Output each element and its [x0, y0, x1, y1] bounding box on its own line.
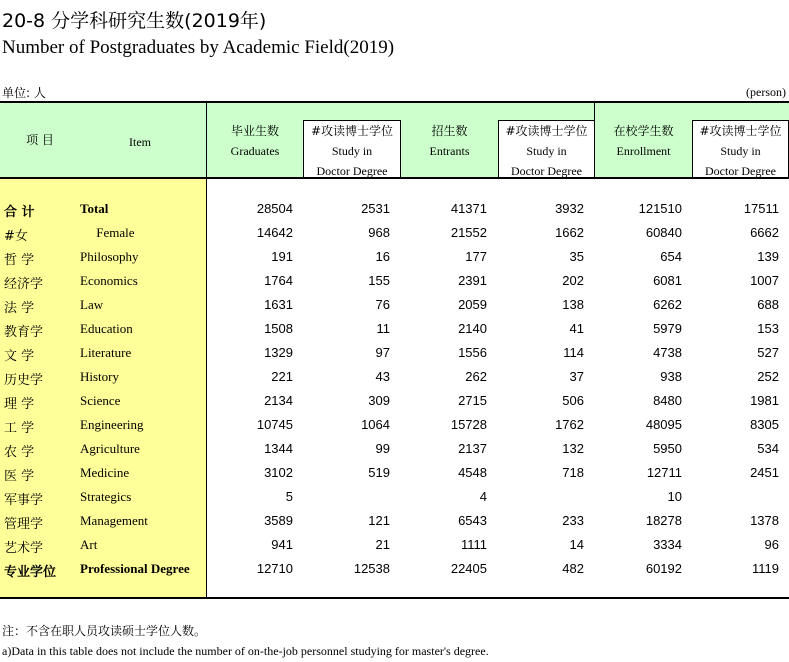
table-cell: 4738 [653, 345, 682, 360]
table-cell: 177 [465, 249, 487, 264]
table-cell: 5979 [653, 321, 682, 336]
table-cell: 1064 [361, 417, 390, 432]
table-header [0, 101, 789, 179]
header-doctor-en1: Study in [720, 144, 761, 158]
table-cell: 1762 [555, 417, 584, 432]
row-label-en: Female [80, 225, 135, 240]
row-label-cn: 文 学 [4, 349, 35, 364]
row-label-en: Art [80, 537, 98, 552]
row-label-cn: 历史学 [4, 373, 44, 388]
table-cell: 99 [375, 441, 390, 456]
footnote-cn: 注：不含在职人员攻读硕士学位人数。 [2, 624, 207, 638]
table-cell: 138 [562, 297, 584, 312]
table-cell: 18278 [645, 513, 682, 528]
table-cell: 1981 [750, 393, 779, 408]
table-cell: 41 [569, 321, 584, 336]
table-cell: 1764 [264, 273, 293, 288]
row-label-en: Management [80, 513, 148, 528]
header-doctor-cn: #攻读博士学位 [699, 124, 782, 138]
row-label-en: Engineering [80, 417, 144, 432]
table-cell: 309 [368, 393, 390, 408]
table-cell: 4 [479, 489, 487, 504]
header-entrants-cn: 招生数 [431, 124, 468, 138]
table-row [0, 293, 789, 317]
table-cell: 3589 [264, 513, 293, 528]
table-cell: 1329 [264, 345, 293, 360]
header-doctor-en1: Study in [331, 144, 373, 158]
table-cell: 2134 [264, 393, 293, 408]
header-enrollment-cn: 在校学生数 [613, 124, 674, 138]
table-cell: 35 [569, 249, 584, 264]
table-cell: 482 [562, 561, 584, 576]
row-label-cn: 工 学 [4, 421, 35, 436]
table-cell: 11 [376, 321, 390, 336]
table-cell: 2531 [361, 201, 390, 216]
table-cell: 718 [562, 465, 584, 480]
row-label-en: Strategics [80, 489, 132, 504]
table-cell: 60192 [645, 561, 682, 576]
table-cell: 941 [271, 537, 293, 552]
header-doctor-en1: Study in [526, 144, 567, 158]
footnote-en: a)Data in this table does not include the number of on-the-job personnel studying for master's degree. [2, 644, 489, 658]
row-label-cn: 专业学位 [4, 565, 57, 580]
header-doctor-cn: #攻读博士学位 [505, 124, 588, 138]
table-row [0, 533, 789, 557]
table-cell: 1556 [458, 345, 487, 360]
row-label-cn: 合 计 [4, 205, 35, 220]
table-cell: 10 [667, 489, 682, 504]
table-cell: 14 [569, 537, 584, 552]
table-cell: 527 [757, 345, 779, 360]
table-cell: 12538 [353, 561, 390, 576]
unit-label-en: (person) [746, 85, 786, 99]
table-cell: 968 [368, 225, 390, 240]
row-label-en: Literature [80, 345, 132, 360]
table-row [0, 389, 789, 413]
row-label-cn: 医 学 [4, 469, 35, 484]
table-cell: 76 [375, 297, 390, 312]
table-cell: 5950 [653, 441, 682, 456]
table-cell: 14642 [256, 225, 293, 240]
header-doctor-en2: Doctor Degree [511, 164, 582, 178]
table-cell: 15728 [450, 417, 487, 432]
table-cell: 1631 [264, 297, 293, 312]
table-cell: 121 [368, 513, 390, 528]
table-cell: 153 [757, 321, 779, 336]
table-cell: 121510 [638, 201, 682, 216]
table-cell: 252 [757, 369, 779, 384]
table-cell: 97 [375, 345, 390, 360]
table-cell: 221 [271, 369, 293, 384]
table-cell: 17511 [743, 201, 779, 216]
table-cell: 12710 [256, 561, 293, 576]
row-label-en: Science [80, 393, 121, 408]
table-row [0, 341, 789, 365]
table-cell: 4548 [458, 465, 487, 480]
table-cell: 10745 [256, 417, 293, 432]
unit-label: 单位: 人 [2, 86, 46, 100]
table-row [0, 197, 789, 221]
page-title-cn: 20-8 分学科研究生数(2019年) [2, 10, 267, 32]
table-cell: 3334 [653, 537, 682, 552]
table-cell: 1111 [460, 537, 487, 552]
row-label-en: Law [80, 297, 104, 312]
table-row [0, 485, 789, 509]
table-cell: 22405 [450, 561, 487, 576]
table-cell: 2059 [458, 297, 487, 312]
table-row [0, 437, 789, 461]
table-cell: 139 [757, 249, 779, 264]
table-cell: 654 [660, 249, 682, 264]
table-cell: 48095 [645, 417, 682, 432]
page-title-en: Number of Postgraduates by Academic Field(2019) [2, 37, 395, 58]
table-cell: 1119 [752, 561, 779, 576]
table-cell: 6662 [750, 225, 779, 240]
table-cell: 8305 [750, 417, 779, 432]
table-cell: 6543 [458, 513, 487, 528]
table-cell: 3102 [264, 465, 293, 480]
table-cell: 132 [562, 441, 584, 456]
header-item-en: Item [129, 135, 151, 149]
row-label-cn: #女 [4, 229, 28, 244]
table-cell: 1344 [264, 441, 293, 456]
row-label-cn: 经济学 [4, 277, 44, 292]
table-cell: 43 [375, 369, 390, 384]
table-cell: 519 [368, 465, 390, 480]
row-label-cn: 哲 学 [4, 253, 35, 268]
table-cell: 534 [757, 441, 779, 456]
table-cell: 3932 [555, 201, 584, 216]
table-cell: 1662 [555, 225, 584, 240]
table-row [0, 461, 789, 485]
table-cell: 28504 [256, 201, 293, 216]
header-entrants-en: Entrants [429, 144, 470, 158]
table-cell: 506 [562, 393, 584, 408]
row-label-cn: 理 学 [4, 397, 35, 412]
row-label-en: Total [80, 201, 109, 216]
table-cell: 938 [660, 369, 682, 384]
row-label-en: Philosophy [80, 249, 139, 264]
header-item-cn: 项 目 [26, 133, 54, 147]
row-label-en: History [80, 369, 119, 384]
table-cell: 114 [563, 345, 584, 360]
table-cell: 21 [375, 537, 390, 552]
table-row [0, 221, 789, 245]
row-label-cn: 军事学 [4, 493, 44, 508]
row-label-cn: 艺术学 [4, 541, 44, 556]
header-doctor-en2: Doctor Degree [705, 164, 776, 178]
table-cell: 60840 [645, 225, 682, 240]
table-cell: 37 [569, 369, 584, 384]
table-bottom-rule [0, 597, 789, 599]
table-row [0, 245, 789, 269]
table-cell: 1007 [750, 273, 779, 288]
table-cell: 155 [368, 273, 390, 288]
row-label-cn: 管理学 [4, 517, 44, 532]
header-enrollment-en: Enrollment [616, 144, 671, 158]
table-cell: 233 [562, 513, 584, 528]
table-cell: 2451 [750, 465, 779, 480]
header-doctor-en2: Doctor Degree [316, 164, 388, 178]
row-label-en: Professional Degree [80, 561, 190, 576]
table-cell: 688 [757, 297, 779, 312]
table-cell: 262 [465, 369, 487, 384]
table-row [0, 557, 789, 581]
row-label-en: Economics [80, 273, 138, 288]
table-cell: 1508 [264, 321, 293, 336]
table-cell: 2137 [458, 441, 487, 456]
row-label-en: Agriculture [80, 441, 140, 456]
table-row [0, 317, 789, 341]
table-cell: 16 [375, 249, 390, 264]
row-label-cn: 农 学 [4, 445, 35, 460]
table-row [0, 413, 789, 437]
table-cell: 202 [562, 273, 584, 288]
table-row [0, 509, 789, 533]
row-label-cn: 法 学 [4, 301, 35, 316]
table-row [0, 365, 789, 389]
row-label-cn: 教育学 [4, 325, 44, 340]
table-cell: 5 [285, 489, 293, 504]
table-cell: 41371 [450, 201, 487, 216]
table-cell: 2715 [458, 393, 487, 408]
table-row [0, 269, 789, 293]
table-cell: 2391 [458, 273, 487, 288]
table-cell: 2140 [458, 321, 487, 336]
table-cell: 96 [764, 537, 779, 552]
header-graduates-en: Graduates [230, 144, 280, 158]
table-cell: 12711 [646, 465, 682, 480]
table-cell: 1378 [750, 513, 779, 528]
table-cell: 21552 [450, 225, 487, 240]
row-label-en: Medicine [80, 465, 130, 480]
row-label-en: Education [80, 321, 133, 336]
table-cell: 6262 [653, 297, 682, 312]
table-cell: 6081 [653, 273, 682, 288]
header-doctor-cn: #攻读博士学位 [310, 124, 394, 138]
header-graduates-cn: 毕业生数 [230, 124, 279, 138]
table-cell: 8480 [653, 393, 682, 408]
table-cell: 191 [271, 249, 293, 264]
